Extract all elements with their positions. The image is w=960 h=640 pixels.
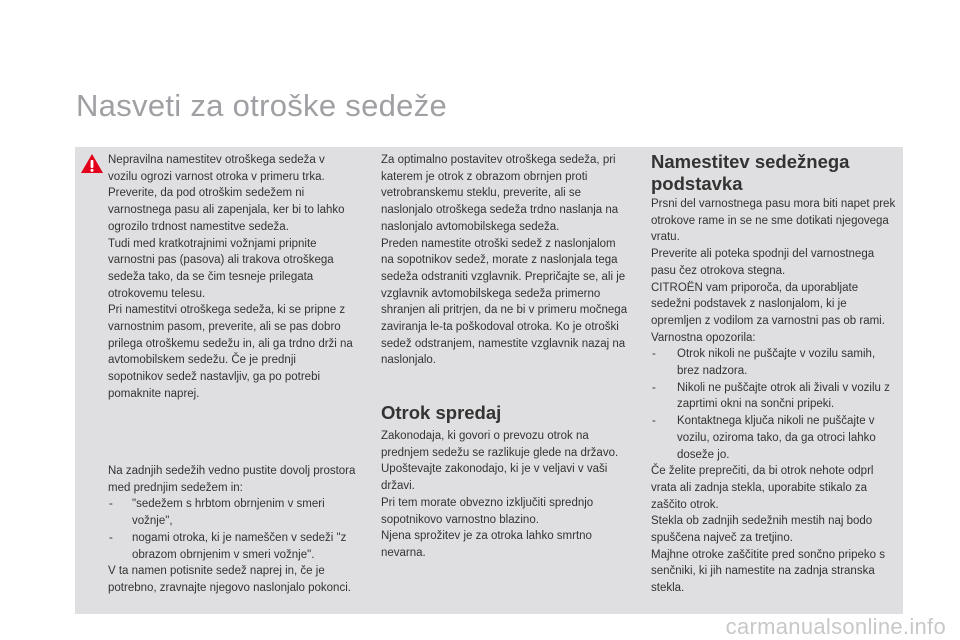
warning-icon bbox=[80, 152, 104, 176]
watermark: carmanualsonline.info bbox=[725, 614, 946, 639]
section-heading-otrok-spredaj: Otrok spredaj bbox=[381, 402, 502, 423]
rear-seat-list bbox=[108, 496, 356, 563]
warning-text-block bbox=[108, 152, 354, 403]
list-item: - "sedežem s hrbtom obrnjenim v smeri vožnje", bbox=[108, 496, 356, 529]
safety-warnings-list bbox=[651, 346, 897, 463]
booster-text-block bbox=[651, 196, 897, 597]
positioning-text-block bbox=[381, 152, 631, 369]
list-item: - Otrok nikoli ne puščajte v vozilu samih, brez nadzora. bbox=[651, 346, 897, 379]
list-item: - nogami otroka, ki je nameščen v sedeži "z obrazom obrnjenim v smeri vožnje". bbox=[108, 530, 356, 563]
section-heading-booster: Namestitev sedežnega podstavka bbox=[651, 151, 850, 194]
booster-outro: Če želite preprečiti, da bi otrok nehote odprl vrata ali zadnja stekla, uporabite stikalo za zaščito otrok. Stekla ob zadnjih sedežnih mestih naj bodo spuščena največ za tretjino. Majhne otroke zaščitite pred sončno pripeko s senčniki, ki jih namestite na zadnja stranska stekla. bbox=[651, 465, 885, 595]
page-title: Nasveti za otroške sedeže bbox=[76, 88, 448, 123]
booster-intro: Prsni del varnostnega pasu mora biti napet prek otrokove rame in se ne sme dotikati njegovega vratu. Preverite ali poteka spodnji del varnostnega pasu čez otrokova stegna. CITROËN vam priporoča, da uporabljate sedežni podstavek z naslonjalom, ki je opremljen z vodilom za varnostni pas ob rami. Varnostna opozorila: bbox=[651, 198, 896, 344]
positioning-paragraph: Za optimalno postavitev otroškega sedeža, pri katerem je otrok z obrazom obrnjen proti vetrobranskemu steklu, preverite, ali se naslonjalo otroškega sedeža trdno naslanja na naslonjalo avtomobilskega sedeža. Preden namestite otroški sedež z naslonjalom na sopotnikov sedež, morate z naslonjala tega sedeža odstraniti vzglavnik. Prepričajte se, ali je vzglavnik avtomobilskega sedeža primerno shranjen ali pritrjen, da ne bi v primeru močnega zaviranja le-ta poškodoval otroka. Ko je otroški sedež odstranjem, namestite vzglavnik nazaj na naslonjalo. bbox=[381, 154, 628, 367]
list-item: - Nikoli ne puščajte otrok ali živali v vozilu z zaprtimi okni na sončni pripeki. bbox=[651, 380, 897, 413]
warning-paragraph: Nepravilna namestitev otroškega sedeža v vozilu ogrozi varnost otroka v primeru trka. Preverite, da pod otroškim sedežem ni varnostnega pasu ali zapenjala, ker bi to lahko ogrozilo trdnost namestitve sedeža. Tudi med kratkotrajnimi vožnjami pripnite varnostni pas (pasova) ali trakova otroškega sedeža tako, da se čim tesneje prilegata otrokovemu telesu. Pri namestitvi otroškega sedeža, ki se pripne z varnostnim pasom, preverite, ali se pas dobro prilega otroškemu sedežu in, ali ga trdno drži na avtomobilskem sedežu. Če je prednji sopotnikov sedež nastavljiv, ga po potrebi pomaknite naprej. bbox=[108, 154, 353, 400]
front-child-paragraph: Zakonodaja, ki govori o prevozu otrok na prednjem sedežu se razlikuje glede na državo. Upoštevajte zakonodajo, ki je v veljavi v vaši državi. Pri tem morate obvezno izključiti sprednjo sopotnikovo varnostno blazino. Njena sprožitev je za otroka lahko smrtno nevarna. bbox=[381, 430, 619, 559]
rear-seat-intro: Na zadnjih sedežih vedno pustite dovolj prostora med prednjim sedežem in: bbox=[108, 465, 356, 494]
list-item: - Kontaktnega ključa nikoli ne puščajte v vozilu, oziroma tako, da ga otroci lahko doseže jo. bbox=[651, 413, 897, 463]
rear-seat-block bbox=[108, 463, 356, 597]
front-child-block bbox=[381, 428, 631, 562]
rear-seat-outro: V ta namen potisnite sedež naprej in, če je potrebno, zravnajte njegovo naslonjalo pokonci. bbox=[108, 565, 351, 594]
